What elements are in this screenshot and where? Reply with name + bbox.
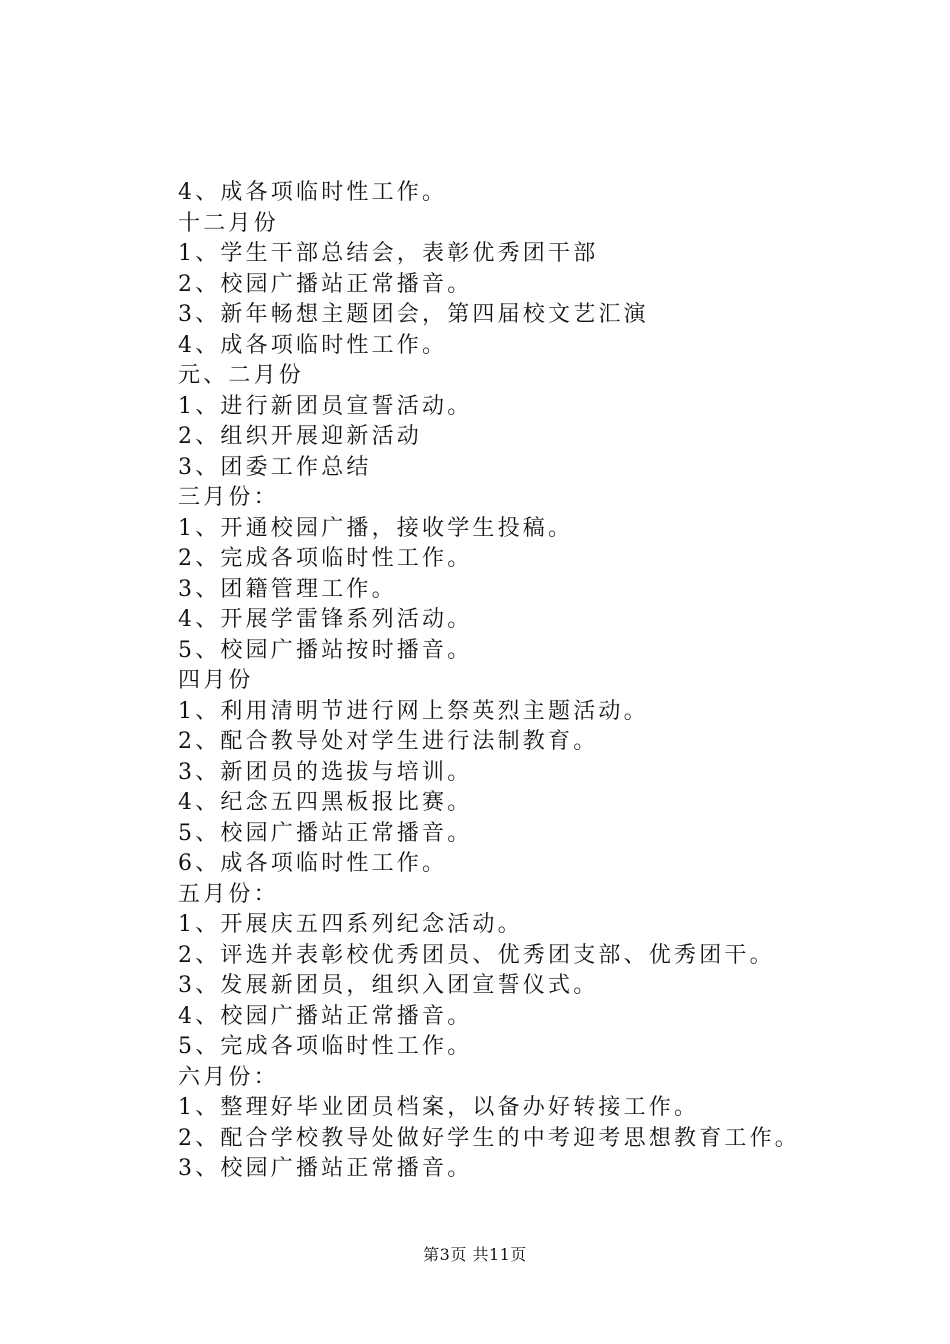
- list-item: 3、团委工作总结: [178, 454, 372, 480]
- list-item: 1、利用清明节进行网上祭英烈主题活动。: [178, 698, 649, 724]
- list-item: 4、成各项临时性工作。: [178, 332, 448, 358]
- page-number-footer: 第3页 共11页: [423, 1245, 527, 1264]
- list-item: 1、整理好毕业团员档案，以备办好转接工作。: [178, 1095, 700, 1120]
- list-item: 2、完成各项临时性工作。: [178, 546, 473, 571]
- list-item: 2、配合学校教导处做好学生的中考迎考思想教育工作。: [178, 1125, 800, 1151]
- list-item: 4、校园广播站正常播音。: [178, 1003, 473, 1029]
- list-item: 3、校园广播站正常播音。: [178, 1156, 473, 1181]
- section-heading: 四月份: [178, 668, 254, 693]
- list-item: 2、校园广播站正常播音。: [178, 271, 473, 297]
- list-item: 4、开展学雷锋系列活动。: [178, 607, 473, 632]
- list-item: 3、发展新团员，组织入团宣誓仪式。: [178, 973, 599, 998]
- list-item: 2、配合教导处对学生进行法制教育。: [178, 729, 599, 754]
- list-item: 5、完成各项临时性工作。: [178, 1034, 473, 1059]
- list-item: 2、组织开展迎新活动: [178, 424, 422, 449]
- section-heading: 元、二月份: [178, 363, 305, 388]
- list-item: 1、学生干部总结会，表彰优秀团干部: [178, 241, 599, 266]
- list-item: 4、成各项临时性工作。: [178, 180, 448, 205]
- list-item: 2、评选并表彰校优秀团员、优秀团支部、优秀团干。: [178, 942, 775, 968]
- section-heading: 五月份：: [178, 881, 279, 907]
- list-item: 3、团籍管理工作。: [178, 576, 397, 602]
- document-body: [178, 178, 878, 1185]
- list-item: 3、新团员的选拔与培训。: [178, 759, 473, 785]
- list-item: 1、开展庆五四系列纪念活动。: [178, 912, 523, 937]
- section-heading: 六月份：: [178, 1064, 279, 1090]
- list-item: 1、进行新团员宣誓活动。: [178, 393, 473, 419]
- list-item: 5、校园广播站按时播音。: [178, 637, 473, 663]
- list-item: 5、校园广播站正常播音。: [178, 820, 473, 846]
- section-heading: 三月份：: [178, 485, 279, 510]
- section-heading: 十二月份: [178, 210, 279, 236]
- list-item: 3、新年畅想主题团会，第四届校文艺汇演: [178, 302, 649, 327]
- list-item: 4、纪念五四黑板报比赛。: [178, 790, 473, 815]
- list-item: 1、开通校园广播，接收学生投稿。: [178, 515, 574, 541]
- list-item: 6、成各项临时性工作。: [178, 851, 448, 876]
